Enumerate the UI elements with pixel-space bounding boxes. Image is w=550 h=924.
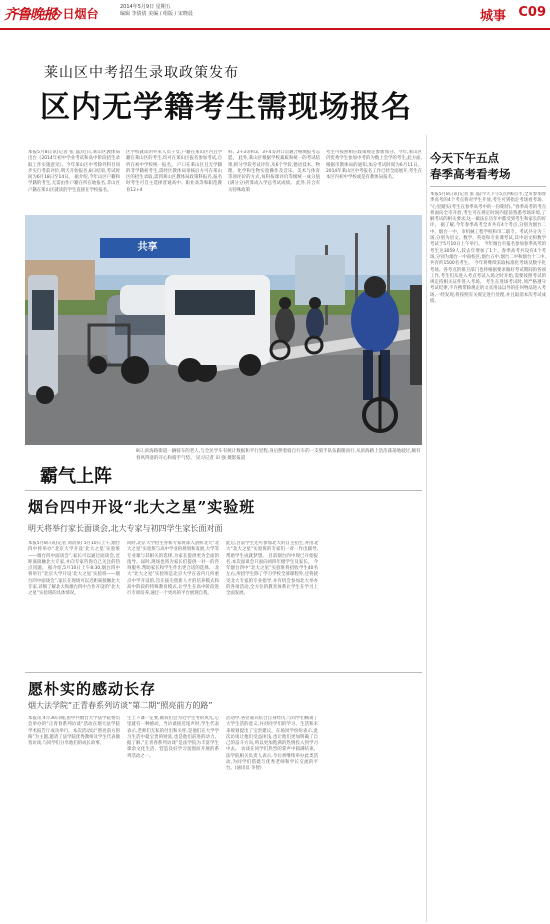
section-divider-1 xyxy=(25,490,422,491)
date-line: 2014年5月9日 星期五 xyxy=(120,4,171,10)
sidebar-body: 本报5月8日讯(记者 张 晶)今天下午5点到6点半,全市参加春季高考的4个考点将对学生开放,考生可到指定考场看考场。 “心里踏实(考生在春季高考中的一份期待)。”春季高考的考点将面向全市开放,考生可在规定时间内提前熟悉考场环境,了解考试的相关要求,这一做法在历年中都受到考生和家长的好评。 据了解,今年春季高考全市共有4个考点,分别为烟台二中、烟台一中、市机械工程学校和市二职专。考试共分为三场,分别为语文、数学、英语和专业课考试,其中语文和数学考试于5月10日上午举行。 今年烟台市报名参加春季高考的考生达3059人,较去年增加了1个。春季高考共设有4个考场,分别为烟台一中南校区,烟台五中,烟台二中和烟台十二中,共有约1500名考生。 今年将继续采取标准化考场及数字化考场。各考点的保卫部门也将根据要求做好考试期间的各项工作,考生们从进入考点考试入场之时开始,需要按照考试的规定持相关证件进入考场。 考生在进场考试时,须严格遵守考试纪律,不许携带除规定的文具用品以外的任何物品进入考场,一经发现,将按照有关规定进行处理,并且取消本次考试成绩。 xyxy=(430,192,546,305)
story2-subhead: 明天将举行家长面谈会,北大专家与初四学生家长面对面 xyxy=(28,524,223,533)
story3-headline: 愿朴实的感动长存 xyxy=(28,680,157,698)
road-sign-text: 共享 xyxy=(137,242,158,253)
lead-kicker: 莱山区中考招生录取政策发布 xyxy=(44,65,239,81)
story2-column-2: 同时,北京大学招生办和专家将深入剖析北大“北大之星”实验班与高中学业的规划和发展,大学等专业课与其相关的选择,为家长提供更为全面的指导。届时,现场也将为家长们提供一对一的咨询服务,帮助家长和学生作出更合适的选择。 北大“北大之星”实验班是北京大学在省内几所重点中学开设的,旨在拔尖创新人才的培养模式和高中阶段的特殊教育模式,让学生在高中阶段进行专项培养,通过一个更高的平台展现自我。 xyxy=(127,541,219,597)
news-photo xyxy=(25,215,422,445)
story3-subhead: 烟大法学院“正青春系列访谈”第二期“照亮前方的路” xyxy=(28,701,213,710)
lead-headline: 区内无学籍考生需现场报名 xyxy=(40,90,412,125)
story2-headline: 烟台四中开设“北大之星”实验班 xyxy=(28,498,256,516)
column-divider xyxy=(426,135,427,922)
lead-column-1: 本报5月8日讯(记者 张 晶)近日,莱山区教体局出台《2014年初中学业考试和高中阶段招生录取工作实施意见》。今年莱山区中考除外科目同步实行考前评价,明天开始报名,8日结束,考试时间为6月18日至14日。 据介绍,今年山区户籍和学籍的考生,无需由作户籍在所在地报名,非山区户籍在莱山区就读的学生直接在学校报名。 xyxy=(28,150,120,193)
photo-caption-title: 霸气上阵 xyxy=(40,466,112,487)
photo-caption-text: 8日,滨海路街道一辆骑车的老人,与全民学车有统计数据和平行里程,身后摆着骑自行车的一支骑手队伍跟随而行,从滨海路上浩浩荡荡地驶过,颇有春风得意的开心和骑手气势。 见习记者 田 强 摄影报道 xyxy=(136,449,421,461)
lead-column-3: 科、2+3等和3、3+4等对口贯通合格填报考志愿。 此外,莱山区根据学校素质和统一的考试结果,积分学段考试评价,从6个学段,德语技术、物理、化学和生物实验操作及音乐、美术与体育等项评价的方式,每科按课评价等级统一成分值(满分分)折算成入学总考试成绩。 此外,符合有关特殊政策 xyxy=(228,150,320,193)
masthead xyxy=(0,0,550,30)
section-name: 城事 xyxy=(479,9,506,24)
sidebar-rule xyxy=(430,186,546,187)
editor-line: 编辑 李倩倩 美编 / 组版 / 宋晓晨 xyxy=(120,11,193,17)
sidebar-headline xyxy=(430,150,546,182)
page-number: C09 xyxy=(518,5,546,20)
sidebar-headline-line2: 春季高考看考场 xyxy=(430,167,511,181)
masthead-info xyxy=(120,4,193,18)
story2-column-3: 此后,目前学生还可参加北大的自主招生,并由北大“北大之星”实验班的专家们一对一作出辅导,帮助学生成就梦想。 目前烟台四中现已开始报名,本次面谈会只面向初四年级学生及家长。 今年烟台四中“北大之星”实验班将招收学生40名左右,所招学生除了学习学校全部课程外,还将接受北大专家的专业指导,并有机会参加北大举办的各项活动,全方位的教育体系让学生在学习上全面发展。 xyxy=(226,541,318,597)
lead-column-4: 考生可按照相应政策规定参加加分。今年,莱山区仍优秀学生参加中考的为数上会学的考生,此方面,根据市教体局的通知,加分考试时间为6月11日。 2014年莱山区中考报名工作已经全面展开,考生在本区内初中学校或是有教体局报名。 xyxy=(326,150,422,181)
newspaper-logo: 齐鲁晚报 xyxy=(4,7,56,23)
cyclist-scene xyxy=(25,215,422,445)
edition-name: ·今日烟台 xyxy=(46,7,99,21)
story3-column-3: 活动中,各位嘉宾结合自身经历,与同学们畅谈了大学生活的意义,并对同学们的学习、生活和未来规划提出了宝贵建议。在场同学纷纷表示,此次访谈让他们受益匪浅,也让他们更加明确了自己的奋斗方向,将以更加饱满的热情投入到学习中去。 访谈在同学们热烈的掌声中圆满结束。法学院相关负责人表示,今后将继续举办此类活动,为同学们搭建与优秀老师和学长交流的平台。(通讯员 李智) xyxy=(226,716,318,772)
story3-column-1: 本报讯 4月30日晚,由中共烟台大学法学院委员会举办的“正青春系列访谈”活动在烟大法学院学术报告厅成功举行。本次活动以“照亮前方的路”为主题,邀请了法学院优秀教师及学生代表做客访谈,与同学们分享他们的成长故事。 xyxy=(28,716,120,747)
section-divider-2 xyxy=(25,672,422,673)
lead-column-2: 区学校就读的外来人员子女,户籍在莱山区内且学籍在莱山区的考生,均可在莱山区报名参加考试,自听在初中学校统一报名。 户口在莱山区且无学籍的非学籍初考生,需经区教体局审核后方可在莱山区的招生录取,需到莱山区教体局政策科报名,报名时考生可自主选择普通高中、职业高等和职范教育12+4 xyxy=(126,150,222,193)
sidebar-headline-line1: 今天下午五点 xyxy=(430,151,499,165)
story2-column-1: 本报5月8日讯(记者 刘清泉) 5月10日上午,烟台四中将举办“北京大学开设‘北大之星’实验班——烟台四中面谈会”,家长可以通过面谈会,近距离接触北大专家,并向专家咨询自己关注的热点问题。 据介绍,5月10日上午8:30,烟台四中将举行“北京大学开设‘北大之星’实验班——烟台四中面谈会”,家长在现场可以近距离接触北大专家,详细了解北大和烟台四中合作开设的“北大之星”实验班的具体情况。 xyxy=(28,541,120,597)
story3-column-2: 生上下课一定要,做我们会为近学生考的风光,心里就有一种感动。当访谈接近尾声时,学生代表表示,老师们无私的付出和关怀,是他们在大学学习生活中最宝贵的财富,也是他们前进的动力。 据了解,“正青春系列访谈”是法学院为丰富学生课余文化生活、营造良好学习氛围而开展的系列活动之一。 xyxy=(127,716,219,759)
